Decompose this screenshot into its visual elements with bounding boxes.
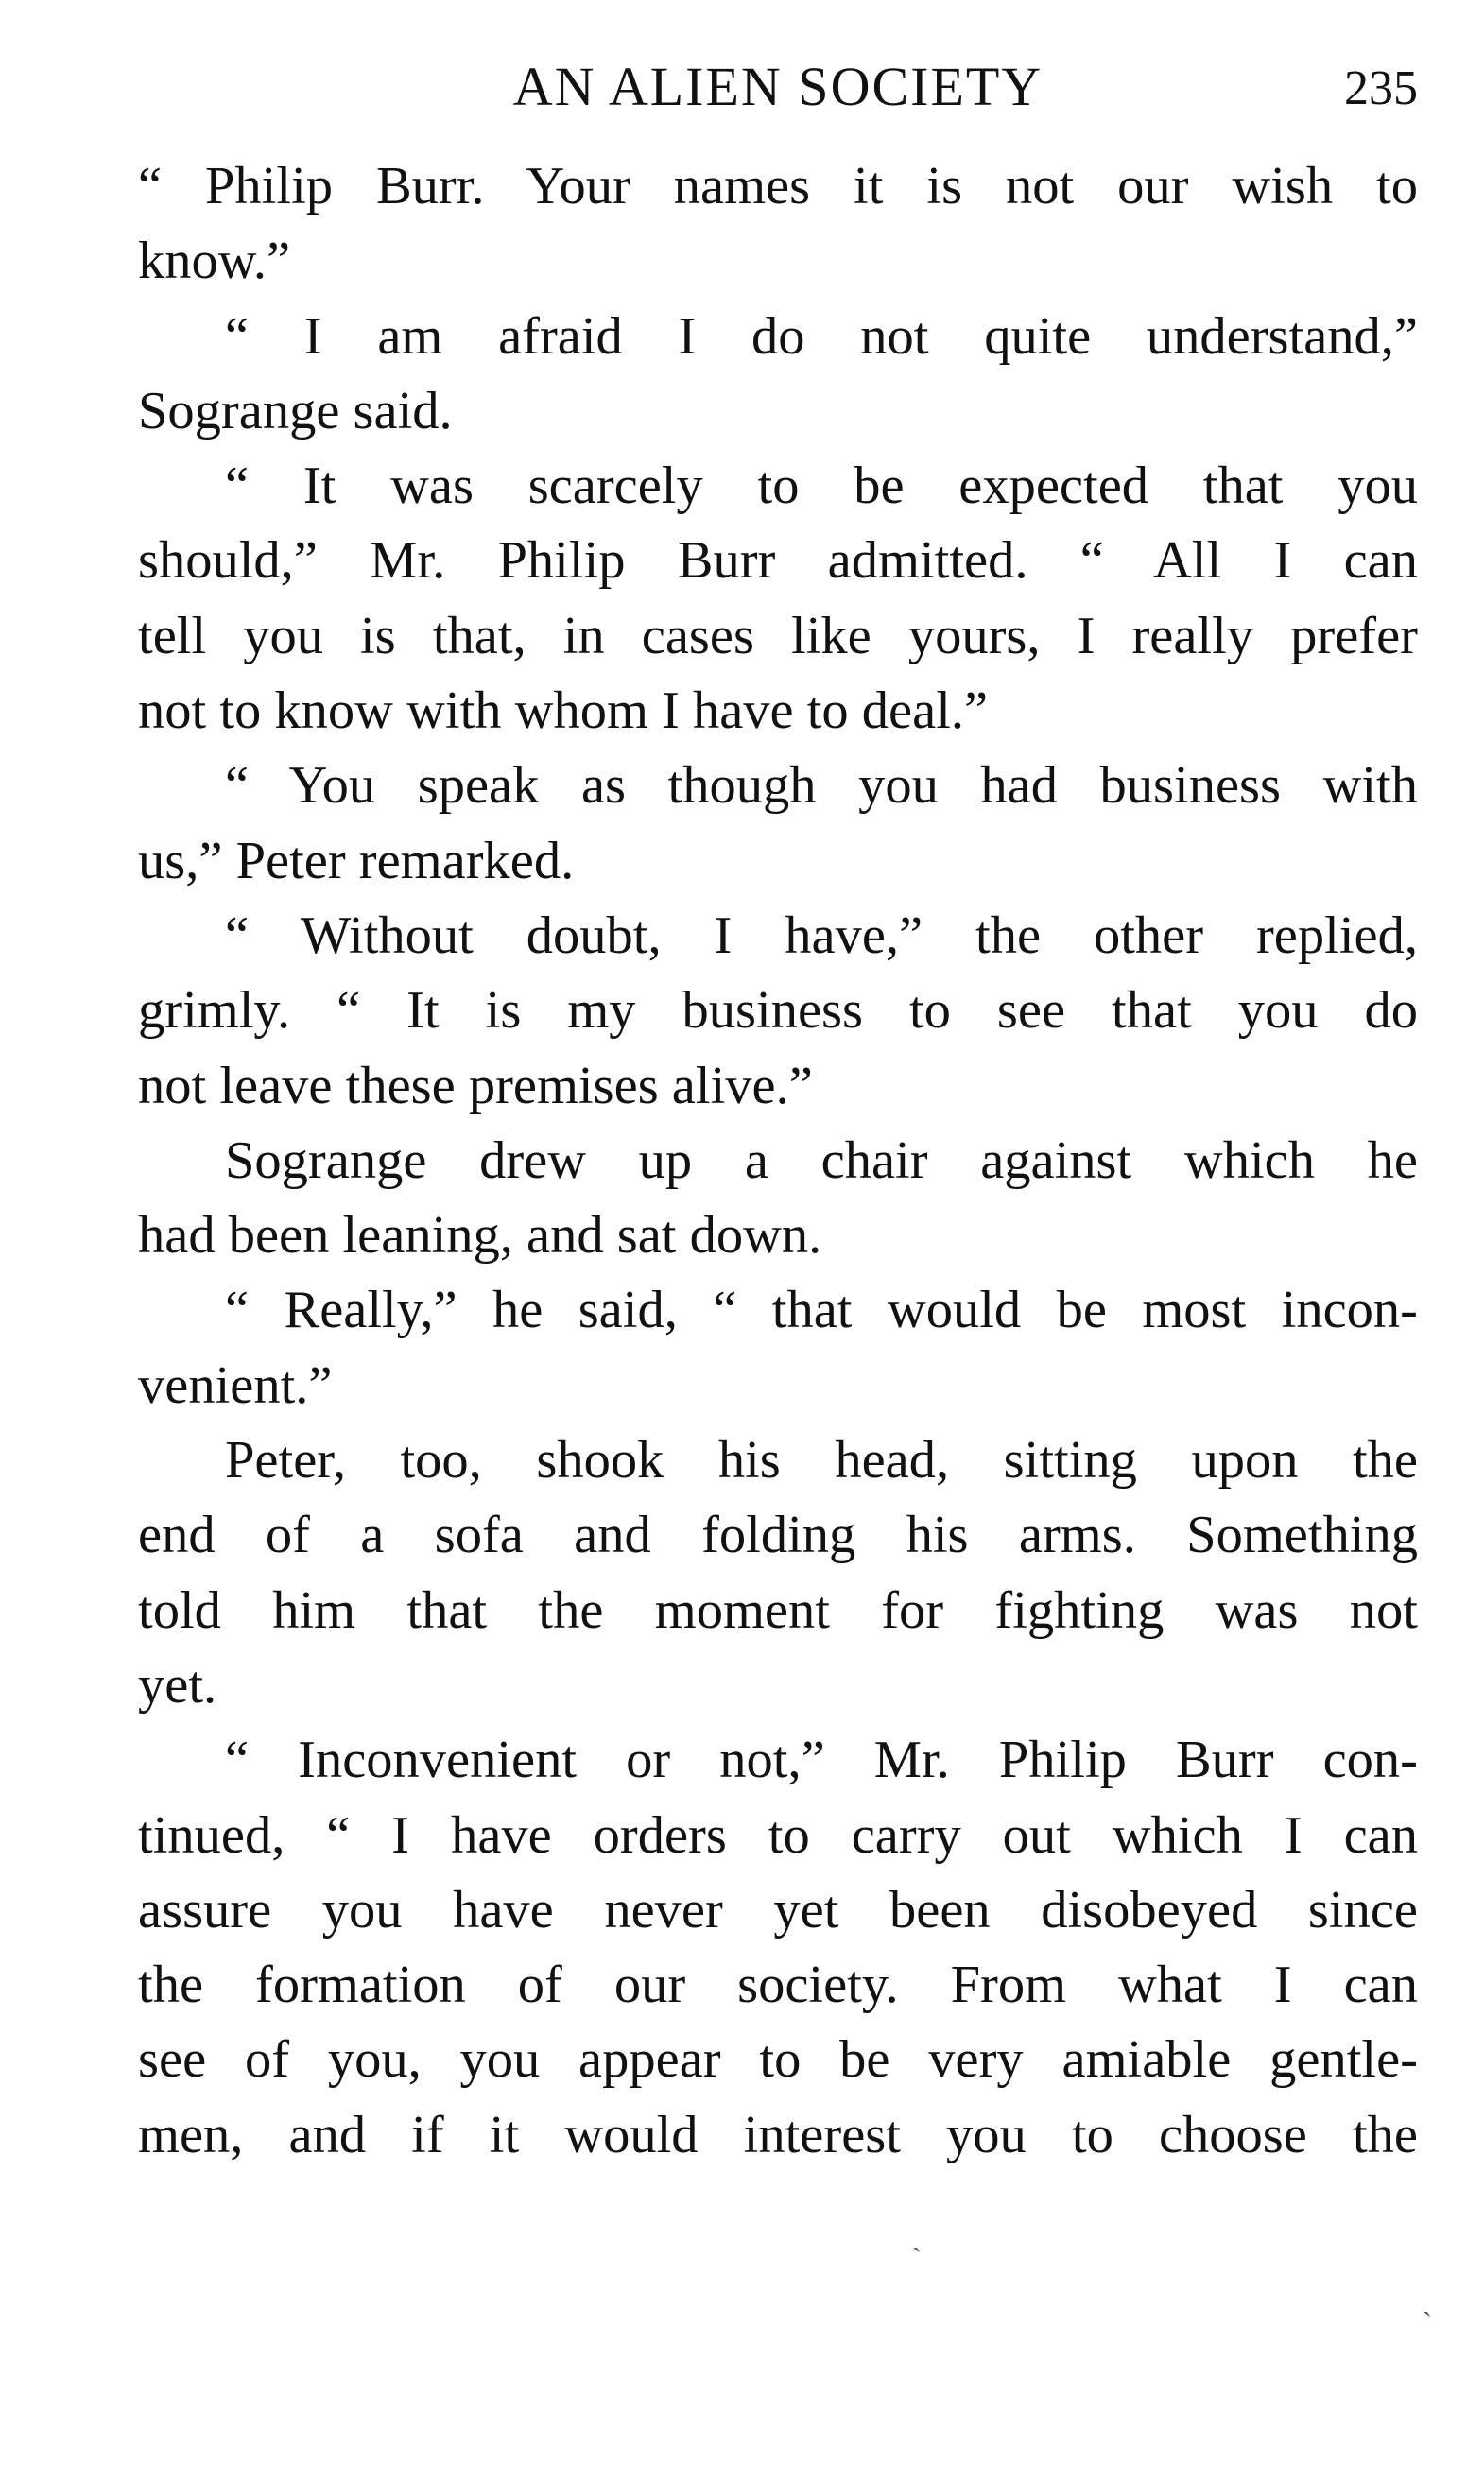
- text-line: “ Philip Burr. Your names it is not our wish to: [138, 157, 1418, 215]
- text-line: Sogrange drew up a chair against which he: [225, 1130, 1418, 1190]
- text-line: not leave these premises alive.”: [138, 1056, 813, 1115]
- text-line: tell you is that, in cases like yours, I really prefer: [138, 606, 1418, 665]
- text-line: should,” Mr. Philip Burr admitted. “ All I can: [138, 531, 1418, 591]
- text-line: see of you, you appear to be very amiable gentle-: [138, 2030, 1418, 2090]
- text-line: Peter, too, shook his head, sitting upon the: [225, 1431, 1418, 1491]
- text-line: “ Inconvenient or not,” Mr. Philip Burr con-: [225, 1731, 1418, 1790]
- text-line: not to know with whom I have to deal.”: [138, 681, 989, 741]
- text-line: know.”: [138, 232, 291, 291]
- text-line: had been leaning, and sat down.: [138, 1206, 822, 1266]
- text-line: “ It was scarcely to be expected that you: [225, 457, 1418, 516]
- text-line: us,” Peter remarked.: [138, 831, 575, 890]
- body-text: [138, 149, 1418, 2173]
- text-line: “ You speak as though you had business with: [225, 756, 1418, 816]
- stray-ink-mark: ˏ: [912, 2221, 922, 2252]
- text-line: grimly. “ It is my business to see that you do: [138, 981, 1418, 1041]
- text-line: “ I am afraid I do not quite understand,”: [225, 306, 1418, 366]
- text-line: the formation of our society. From what I can: [138, 1956, 1418, 2015]
- text-line: told him that the moment for fighting was not: [138, 1580, 1418, 1640]
- text-line: assure you have never yet been disobeyed since: [138, 1880, 1418, 1939]
- text-line: end of a sofa and folding his arms. Something: [138, 1506, 1418, 1565]
- running-head: [138, 49, 1418, 125]
- text-line: men, and if it would interest you to choose the: [138, 2105, 1418, 2164]
- text-line: Sogrange said.: [138, 381, 453, 440]
- running-title: AN ALIEN SOCIETY: [512, 56, 1044, 117]
- page-number: 235: [1344, 61, 1418, 115]
- text-line: tinued, “ I have orders to carry out which I can: [138, 1805, 1418, 1865]
- text-line: yet.: [138, 1655, 217, 1715]
- stray-ink-mark: ˏ: [1423, 2285, 1432, 2317]
- text-line: “ Really,” he said, “ that would be most incon-: [225, 1281, 1418, 1340]
- text-line: “ Without doubt, I have,” the other replied,: [225, 905, 1418, 965]
- text-line: venient.”: [138, 1355, 333, 1415]
